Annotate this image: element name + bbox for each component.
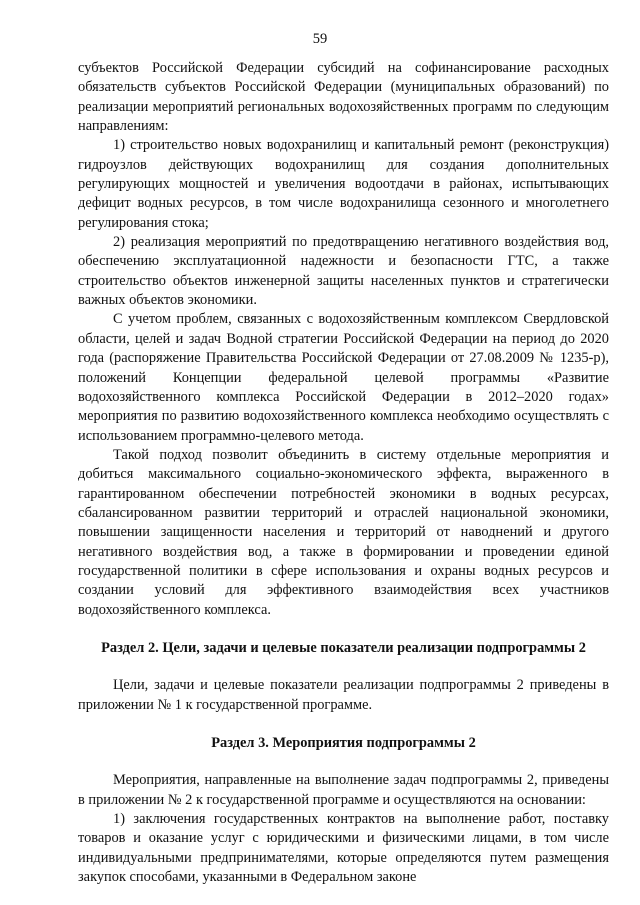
spacer <box>78 753 609 771</box>
spacer <box>78 658 609 676</box>
spacer <box>78 620 609 639</box>
document-body <box>78 59 609 887</box>
section-2-heading: Раздел 2. Цели, задачи и целевые показатели реализации подпрограммы 2 <box>101 639 586 656</box>
section-3-paragraph: Мероприятия, направленные на выполнение задач подпрограммы 2, приведены в приложении № 2 к государственной программе и осуществляются на основании: <box>78 772 609 808</box>
list-item-2: 2) реализация мероприятий по предотвращению негативного воздействия вод, обеспечению эксплуатационной надежности и безопасности ГТС, а также строительство объектов инженерной защиты населенных пунктов и стратегически важных объектов экономики. <box>78 234 609 309</box>
page-number: 59 <box>312 31 328 47</box>
section-3-list-item-1: 1) заключения государственных контрактов на выполнение работ, поставку товаров и оказание услуг с юридическими и физическими лицами, в том числе индивидуальными предпринимателями, которые определяются путем размещения закупок способами, указанными в Федеральном законе <box>78 811 609 886</box>
paragraph-problems: С учетом проблем, связанных с водохозяйственным комплексом Свердловской области, целей и задач Водной стратегии Российской Федерации на период до 2020 года (распоряжение Правительства Российской Федерации от 27.08.2009 № 1235-р), положений Концепции федеральной целевой программы «Развитие водохозяйственного комплекса Российской Федерации в 2012–2020 годах» мероприятия по развитию водохозяйственного комплекса необходимо осуществлять с использованием программно-целевого метода. <box>78 311 609 444</box>
section-2-paragraph: Цели, задачи и целевые показатели реализации подпрограммы 2 приведены в приложении № 1 к государственной программе. <box>78 677 609 713</box>
paragraph-intro-continuation: субъектов Российской Федерации субсидий на софинансирование расходных обязательств субъектов Российской Федерации (муниципальных образований) по реализации мероприятий региональных водохозяйственных программ по следующим направлениям: <box>78 60 609 135</box>
paragraph-approach: Такой подход позволит объединить в систему отдельные мероприятия и добиться максимального социально-экономического эффекта, выраженного в гарантированном обеспечении потребностей экономики в водных ресурсах, сбалансированном развитии территорий и отраслей национальной экономики, повышении защищенности населения и территорий от наводнений и другого негативного воздействия вод, а также в формировании и проведении единой государственной политики в сфере использования и охраны водных ресурсов и создании условий для эффективного взаимодействия всех участников водохозяйственного комплекса. <box>78 446 609 618</box>
section-3-heading: Раздел 3. Мероприятия подпрограммы 2 <box>211 735 476 751</box>
list-item-1: 1) строительство новых водохранилищ и капитальный ремонт (реконструкция) гидроузлов действующих водохранилищ для создания дополнительных регулирующих мощностей и увеличения водоотдачи в районах, испытывающих дефицит водных ресурсов, в том числе водохранилища сезонного и многолетнего регулирования стока; <box>78 137 609 231</box>
spacer <box>78 715 609 734</box>
